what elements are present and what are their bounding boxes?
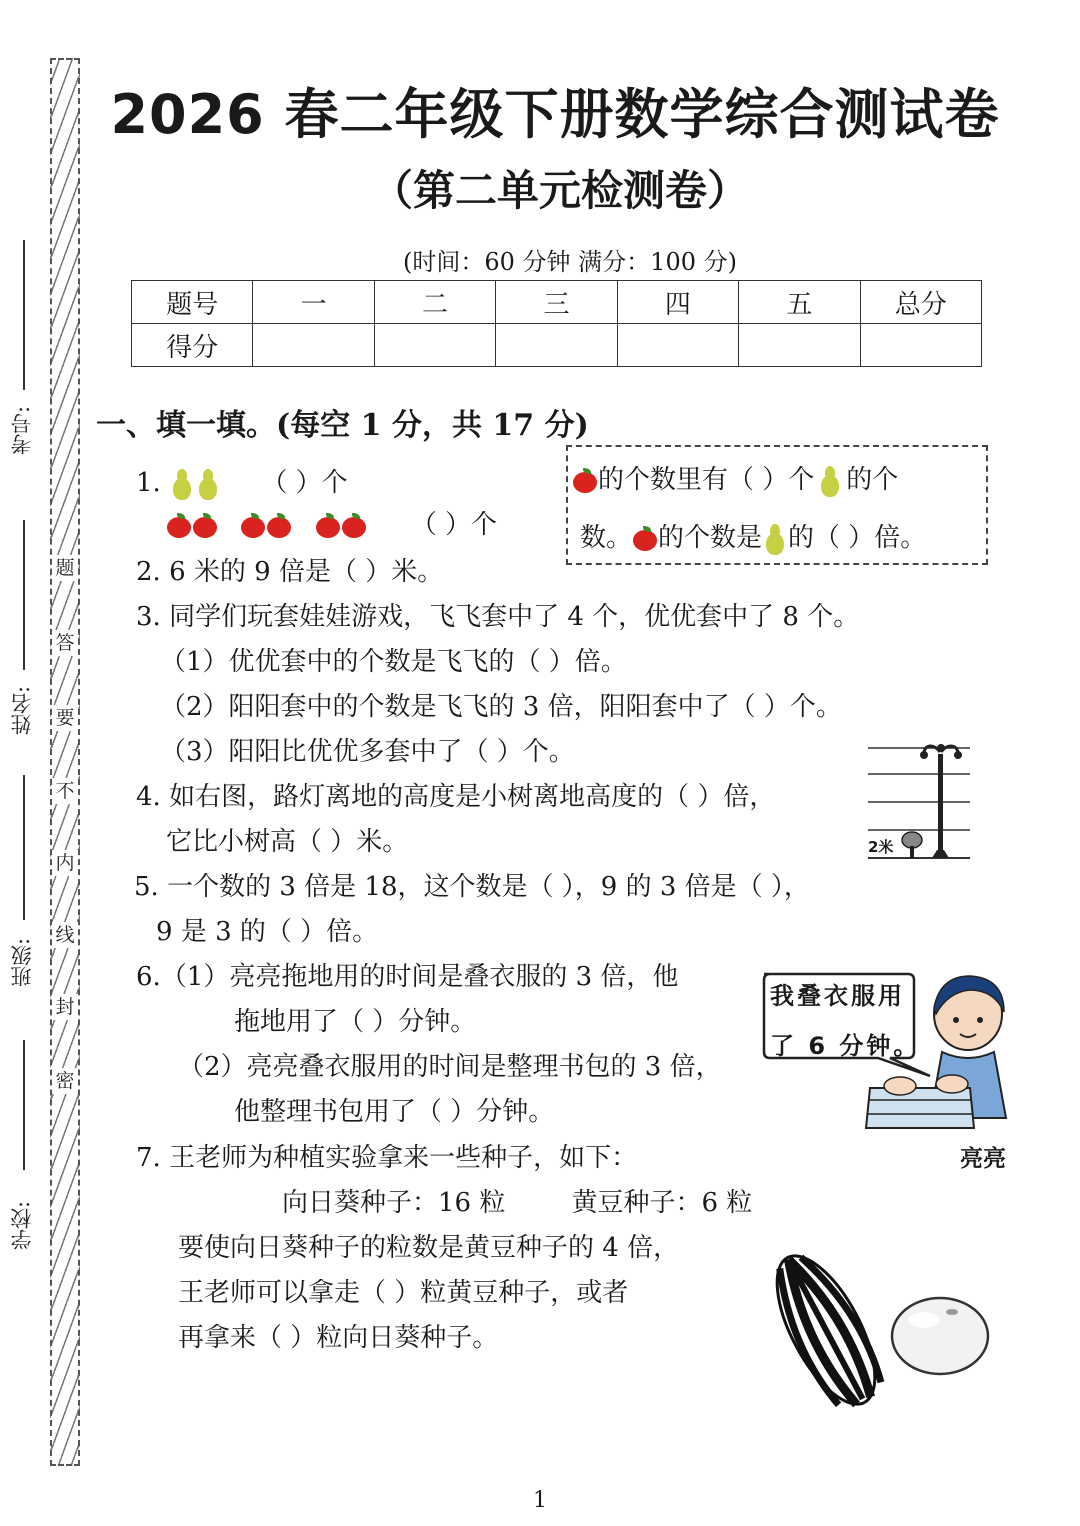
score-table [131, 280, 982, 367]
character-name: 亮亮 [960, 1146, 1006, 1172]
apple-icon [192, 513, 218, 539]
strip-char-7: 封 [52, 994, 78, 1020]
q3-part1: （1）优优套中的个数是飞飞的（ ）倍。 [160, 647, 627, 677]
q1-box-text: 的（ ）倍。 [788, 523, 927, 553]
q1-row-apples [166, 510, 497, 540]
q1-dashed-box [566, 445, 988, 565]
q5-line2: 9 是 3 的（ ）倍。 [156, 917, 379, 947]
apple-icon [266, 513, 292, 539]
q7-line1: 要使向日葵种子的粒数是黄豆种子的 4 倍， [178, 1233, 680, 1263]
strip-char-3: 要 [52, 705, 78, 731]
score-input-cell[interactable] [860, 324, 981, 367]
pear-icon [818, 463, 842, 499]
seeds-figure [756, 1250, 996, 1410]
q4-line2: 它比小树高（ ）米。 [166, 827, 409, 857]
exam-no-label: 考号: [10, 405, 34, 455]
page-subtitle: （第二单元检测卷） [370, 166, 749, 215]
q1-blank-pears[interactable]: （ ）个 [261, 468, 348, 498]
table-cell: 四 [617, 281, 738, 324]
q7-line2: 王老师可以拿走（ ）粒黄豆种子，或者 [178, 1278, 629, 1308]
q1-number: 1. [136, 468, 161, 498]
table-cell: 得分 [132, 324, 253, 367]
q1-box-text: 的个 [846, 465, 899, 495]
q3-stem: 3. 同学们玩套娃娃游戏，飞飞套中了 4 个，优优套中了 8 个。 [136, 602, 860, 632]
apple-icon [632, 526, 658, 552]
table-cell: 二 [374, 281, 495, 324]
strip-char-8: 密 [52, 1068, 78, 1094]
apple-icon [341, 513, 367, 539]
streetlamp-figure [866, 740, 972, 864]
class-label: 班级: [10, 937, 34, 987]
school-line [23, 1040, 25, 1170]
name-label: 姓名: [10, 685, 34, 735]
strip-char-2: 答 [52, 630, 78, 656]
page-number: 1 [533, 1488, 547, 1513]
school-label: 学校: [10, 1200, 34, 1250]
pear-icon [763, 521, 787, 557]
score-input-cell[interactable] [617, 324, 738, 367]
boy-folding-clothes-figure [760, 968, 1020, 1172]
q2-text: 2. 6 米的 9 倍是（ ）米。 [136, 557, 444, 587]
q1-box-text: 的个数里有（ ）个 [598, 465, 815, 495]
strip-char-5: 内 [52, 850, 78, 876]
sunflower-seed-and-soybean-icon [756, 1250, 996, 1410]
q7-line3: 再拿来（ ）粒向日葵种子。 [178, 1323, 499, 1353]
q7-stem: 7. 王老师为种植实验拿来一些种子，如下： [136, 1143, 638, 1173]
table-cell: 五 [739, 281, 860, 324]
exam-no-line [23, 240, 25, 390]
q1-box-line2 [580, 521, 926, 557]
q6-part2-b: 他整理书包用了（ ）分钟。 [234, 1097, 555, 1127]
q1-blank-apples[interactable]: （ ）个 [410, 510, 498, 540]
score-table-header-row [132, 281, 982, 324]
q3-part3: （3）阳阳比优优多套中了（ ）个。 [160, 737, 575, 767]
lamp-figure-label: 2米 [868, 838, 894, 856]
table-cell: 总分 [860, 281, 981, 324]
class-line [23, 775, 25, 920]
table-cell: 题号 [132, 281, 253, 324]
time-info: (时间：60 分钟 满分：100 分) [403, 248, 737, 276]
apple-icon [240, 513, 266, 539]
strip-char-4: 不 [52, 778, 78, 804]
q7-seed-counts: 向日葵种子：16 粒 黄豆种子：6 粒 [282, 1188, 753, 1218]
q6-part2-a: （2）亮亮叠衣服用的时间是整理书包的 3 倍， [178, 1052, 722, 1082]
score-input-cell[interactable] [739, 324, 860, 367]
strip-char-6: 线 [52, 922, 78, 948]
pear-icon [170, 466, 194, 502]
score-table-score-row [132, 324, 982, 367]
q1-box-text: 数。 [580, 523, 633, 553]
apple-icon [572, 468, 598, 494]
apple-icon [315, 513, 341, 539]
score-input-cell[interactable] [253, 324, 374, 367]
q4-line1: 4. 如右图，路灯离地的高度是小树离地高度的（ ）倍， [136, 782, 776, 812]
score-input-cell[interactable] [374, 324, 495, 367]
q6-part1-b: 拖地用了（ ）分钟。 [234, 1007, 477, 1037]
section-heading: 一、填一填。(每空 1 分，共 17 分) [96, 408, 589, 443]
q6-part1-a: 6.（1）亮亮拖地用的时间是叠衣服的 3 倍，他 [136, 962, 679, 992]
q1-row-pears [136, 466, 348, 502]
q1-box-text: 的个数是 [658, 523, 763, 553]
strip-char-1: 题 [52, 555, 78, 581]
q5-line1: 5. 一个数的 3 倍是 18，这个数是（ ），9 的 3 倍是（ ）， [134, 872, 810, 902]
score-input-cell[interactable] [496, 324, 617, 367]
name-line [23, 520, 25, 670]
table-cell: 三 [496, 281, 617, 324]
q3-part2: （2）阳阳套中的个数是飞飞的 3 倍，阳阳套中了（ ）个。 [160, 692, 842, 722]
page-title: 2026 春二年级下册数学综合测试卷 [110, 83, 1000, 146]
apple-icon [166, 513, 192, 539]
speech-bubble-line2: 了 6 分钟。 [770, 1032, 921, 1060]
q1-box-line1 [572, 463, 898, 499]
speech-bubble-line1: 我叠衣服用 [770, 982, 905, 1010]
pear-icon [196, 466, 220, 502]
table-cell: 一 [253, 281, 374, 324]
